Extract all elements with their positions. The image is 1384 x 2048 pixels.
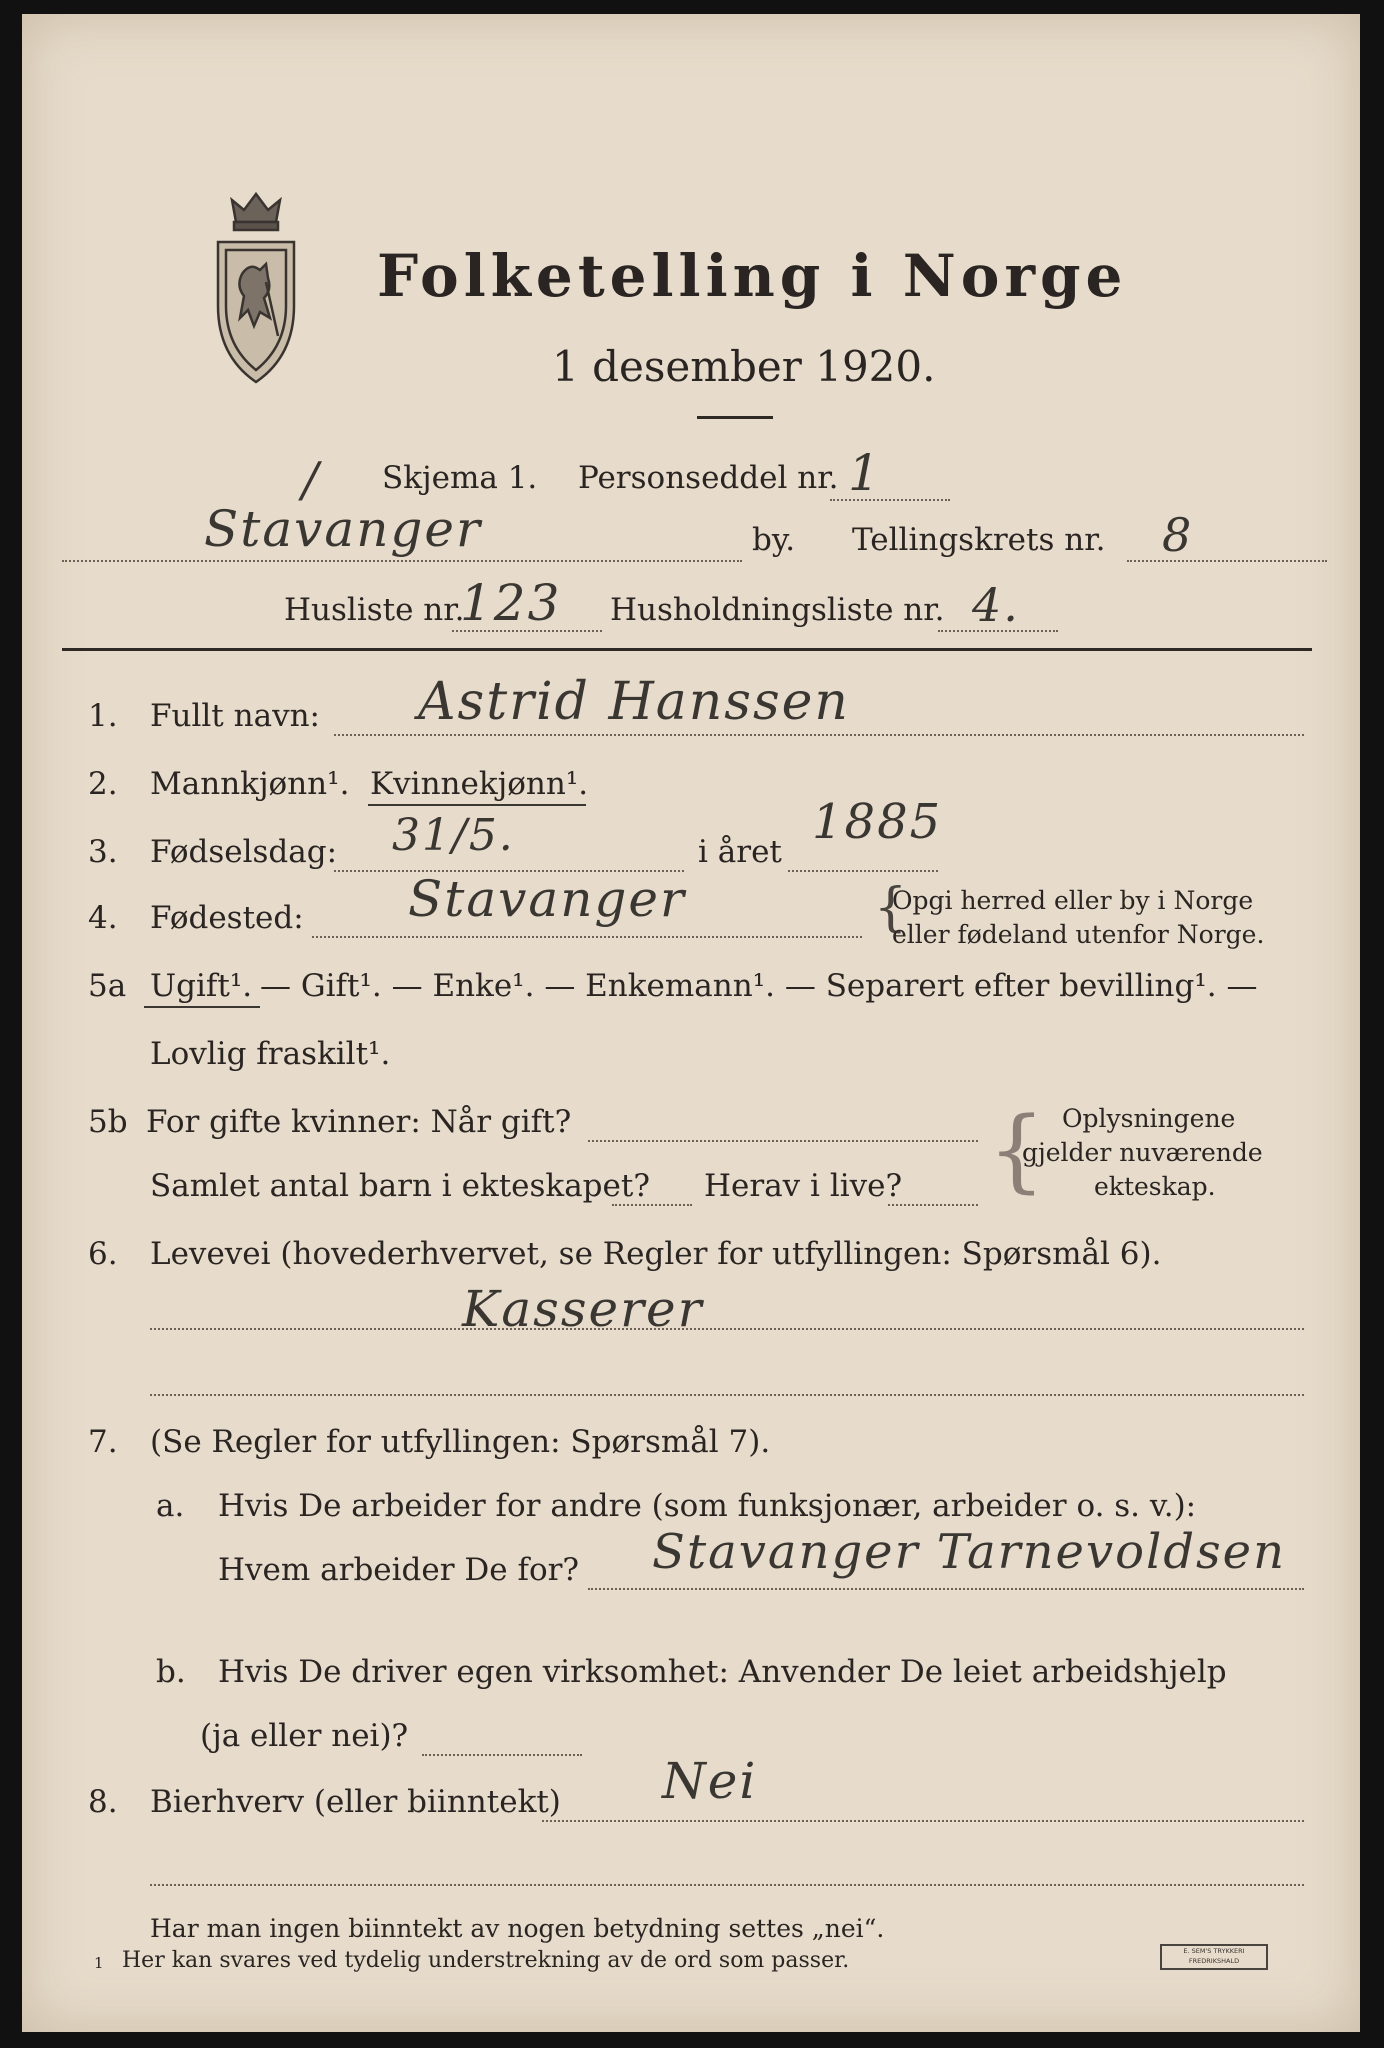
- q4-brace: {: [874, 878, 908, 938]
- q7b-letter: b.: [156, 1654, 186, 1690]
- q3-year-value: 1885: [812, 794, 943, 850]
- q5b-barn-line: [612, 1204, 692, 1206]
- q7a-letter: a.: [156, 1488, 185, 1524]
- skjema-label: Skjema 1.: [382, 460, 538, 496]
- husholdningsliste-value: 4.: [972, 578, 1020, 632]
- footnote-text: Her kan svares ved tydelig understrekning av de ord som passer.: [122, 1948, 850, 1973]
- town-line: [62, 560, 742, 562]
- husliste-label: Husliste nr.: [284, 592, 465, 628]
- q7b-line2: (ja eller nei)?: [200, 1718, 409, 1754]
- q6-line-2: [150, 1394, 1304, 1396]
- q3-label: Fødselsdag:: [150, 834, 338, 870]
- q7-label: (Se Regler for utfyllingen: Spørsmål 7).: [150, 1424, 771, 1460]
- q5a-options: — Gift¹. — Enke¹. — Enkemann¹. — Separert efter bevilling¹. —: [260, 968, 1258, 1004]
- q5b-brace: {: [988, 1098, 1046, 1203]
- q2-number: 2.: [88, 766, 118, 802]
- q5b-live: Herav i live?: [704, 1168, 903, 1204]
- tellingskrets-value: 8: [1162, 508, 1194, 562]
- husholdningsliste-label: Husholdningsliste nr.: [610, 592, 945, 628]
- printer-name: E. SEM'S TRYKKERI: [1183, 1947, 1245, 1955]
- q3-year-line: [788, 870, 938, 872]
- q7a-line: [588, 1588, 1304, 1590]
- q4-line: [312, 936, 862, 938]
- q5b-note-1: Oplysningene: [1062, 1104, 1236, 1133]
- q6-line-1: [150, 1328, 1304, 1330]
- q7a-line2: Hvem arbeider De for?: [218, 1552, 580, 1588]
- census-form: [22, 14, 1360, 2032]
- personseddel-label: Personseddel nr.: [578, 460, 839, 496]
- q6-number: 6.: [88, 1236, 118, 1272]
- q5b-when-line: [588, 1140, 978, 1142]
- q7b-line: [422, 1754, 582, 1756]
- tellingskrets-line: [1127, 560, 1327, 562]
- q7-number: 7.: [88, 1424, 118, 1460]
- q2-mann: Mannkjønn¹.: [150, 766, 350, 802]
- census-date: 1 desember 1920.: [552, 342, 936, 391]
- town-value: Stavanger: [204, 500, 482, 558]
- q6-label: Levevei (hovederhvervet, se Regler for utfyllingen: Spørsmål 6).: [150, 1236, 1162, 1272]
- q5b-barn: Samlet antal barn i ekteskapet?: [150, 1168, 650, 1204]
- q8-number: 8.: [88, 1784, 118, 1820]
- q1-line: [334, 734, 1304, 736]
- q5a-number: 5a: [88, 968, 127, 1004]
- q3-year-label: i året: [698, 834, 782, 870]
- q8-line: [542, 1820, 1304, 1822]
- personseddel-value: 1: [848, 444, 882, 502]
- q5b-number: 5b: [88, 1104, 128, 1140]
- q8-value: Nei: [662, 1752, 758, 1810]
- margin-mark: /: [302, 452, 321, 508]
- q5b-note-3: ekteskap.: [1094, 1172, 1216, 1201]
- q5a-line2: Lovlig fraskilt¹.: [150, 1036, 391, 1072]
- q7a-value: Stavanger Tarnevoldsen: [652, 1524, 1286, 1580]
- q8-label: Bierhverv (eller biinntekt): [150, 1784, 561, 1820]
- q3-value: 31/5.: [392, 810, 515, 861]
- q4-value: Stavanger: [408, 870, 686, 928]
- header-divider: [62, 648, 1312, 651]
- norwegian-coat-of-arms-icon: [214, 186, 298, 396]
- biinntekt-note: Har man ingen biinntekt av nogen betydning settes „nei“.: [150, 1914, 885, 1943]
- title-divider: [697, 416, 773, 419]
- form-title: Folketelling i Norge: [377, 242, 1128, 310]
- q5a-ugift-underline: [144, 1006, 260, 1008]
- q4-label: Fødested:: [150, 900, 304, 936]
- husliste-value: 123: [460, 574, 562, 632]
- q7a-line1: Hvis De arbeider for andre (som funksjonær, arbeider o. s. v.):: [218, 1488, 1197, 1524]
- q5b-live-line: [888, 1204, 978, 1206]
- printer-city: FREDRIKSHALD: [1188, 1957, 1240, 1965]
- q4-note-1: Opgi herred eller by i Norge: [892, 886, 1254, 915]
- q4-number: 4.: [88, 900, 118, 936]
- tellingskrets-label: Tellingskrets nr.: [852, 522, 1106, 558]
- by-label: by.: [752, 522, 796, 558]
- q5b-label: For gifte kvinner: Når gift?: [146, 1104, 572, 1140]
- q5b-note-2: gjelder nuværende: [1022, 1138, 1263, 1167]
- q5a-ugift: Ugift¹.: [150, 968, 253, 1004]
- q2-kvinne: Kvinnekjønn¹.: [370, 766, 589, 802]
- q8-line-2: [150, 1884, 1304, 1886]
- footnote-mark: 1: [94, 1954, 104, 1972]
- q4-note-2: eller fødeland utenfor Norge.: [892, 920, 1265, 949]
- q2-kvinne-underline: [368, 804, 586, 806]
- q1-value: Astrid Hanssen: [418, 672, 850, 732]
- q6-value: Kasserer: [462, 1280, 704, 1338]
- q7b-line1: Hvis De driver egen virksomhet: Anvender De leiet arbeidshjelp: [218, 1654, 1227, 1690]
- q1-label: Fullt navn:: [150, 698, 320, 734]
- printer-stamp: [1160, 1944, 1268, 1970]
- q3-number: 3.: [88, 834, 118, 870]
- q1-number: 1.: [88, 698, 118, 734]
